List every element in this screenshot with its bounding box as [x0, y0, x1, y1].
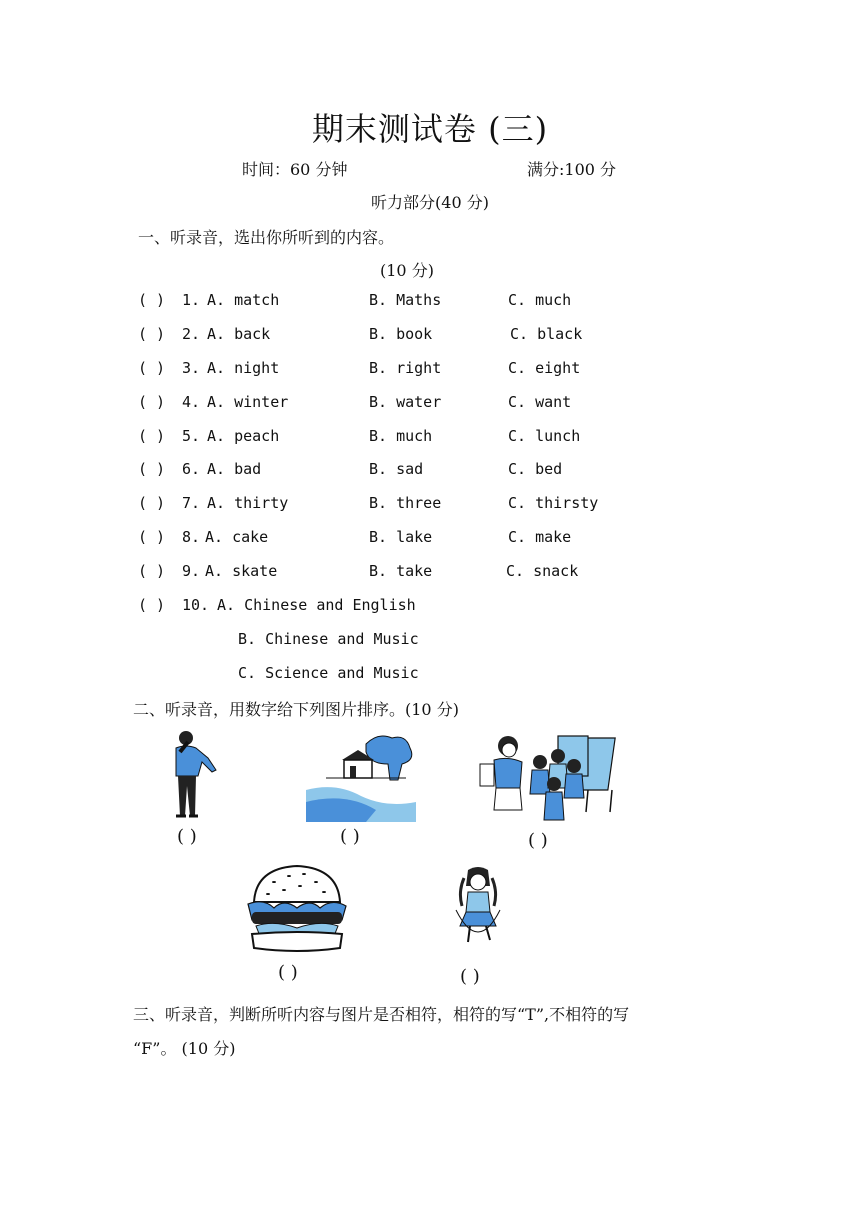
- answer-paren[interactable]: ( ): [138, 494, 166, 512]
- option-a: A. back: [207, 325, 271, 343]
- section3-instruction-line2: “F”。 (10 分): [133, 1039, 236, 1058]
- listening-header: 听力部分(40 分): [371, 193, 489, 212]
- option-b: B. right: [369, 359, 442, 377]
- score-label: 满分:100 分: [527, 160, 617, 179]
- option-a: A. night: [207, 359, 280, 377]
- section1-points: (10 分): [380, 261, 434, 280]
- question-6: [138, 460, 638, 482]
- option-c: C. much: [508, 291, 572, 309]
- option-b: B. Chinese and Music: [238, 630, 419, 648]
- option-c: C. make: [508, 528, 572, 546]
- question-3: [138, 359, 638, 381]
- option-c: C. want: [508, 393, 572, 411]
- option-a: A. cake: [205, 528, 269, 546]
- option-a: A. match: [207, 291, 280, 309]
- question-2: [138, 325, 638, 347]
- answer-paren[interactable]: ( ): [138, 528, 166, 546]
- question-1: [138, 291, 638, 313]
- option-b: B. take: [369, 562, 433, 580]
- teacher-students-picture: [478, 732, 620, 824]
- option-b: B. lake: [369, 528, 433, 546]
- option-c: C. eight: [508, 359, 581, 377]
- option-c: C. snack: [506, 562, 579, 580]
- option-b: B. much: [369, 427, 433, 445]
- option-b: B. Maths: [369, 291, 442, 309]
- section1-instruction: 一、听录音，选出你所听到的内容。: [138, 228, 395, 247]
- answer-paren[interactable]: ( ): [138, 427, 166, 445]
- answer-paren[interactable]: ( ): [138, 291, 166, 309]
- question-number: 5.: [182, 427, 201, 445]
- answer-paren[interactable]: ( ): [138, 325, 166, 343]
- option-c: C. Science and Music: [238, 664, 419, 682]
- option-c: C. black: [510, 325, 583, 343]
- option-a: A. Chinese and English: [217, 596, 416, 614]
- hamburger-picture: [244, 862, 350, 954]
- answer-paren[interactable]: ( ): [138, 562, 166, 580]
- question-number: 9.: [182, 562, 201, 580]
- option-b: B. three: [369, 494, 442, 512]
- option-c: C. lunch: [508, 427, 581, 445]
- answer-paren[interactable]: ( ): [278, 962, 298, 983]
- option-a: A. peach: [207, 427, 280, 445]
- section3-instruction-line1: 三、听录音，判断所听内容与图片是否相符，相符的写“T”,不相符的写: [133, 1005, 630, 1024]
- answer-paren[interactable]: ( ): [177, 826, 197, 847]
- question-9: [138, 562, 638, 584]
- man-coughing-picture: [168, 728, 228, 820]
- question-7: [138, 494, 638, 516]
- question-number: 2.: [182, 325, 201, 343]
- question-10: [138, 596, 638, 686]
- question-5: [138, 427, 638, 449]
- time-label: 时间：60 分钟: [242, 160, 348, 179]
- question-number: 6.: [182, 460, 201, 478]
- question-number: 10.: [182, 596, 210, 614]
- answer-paren[interactable]: ( ): [138, 393, 166, 411]
- answer-paren[interactable]: ( ): [340, 826, 360, 847]
- question-number: 3.: [182, 359, 201, 377]
- question-number: 4.: [182, 393, 201, 411]
- section2-instruction: 二、听录音，用数字给下列图片排序。(10 分): [133, 700, 459, 719]
- option-b: B. book: [369, 325, 433, 343]
- option-b: B. sad: [369, 460, 424, 478]
- answer-paren[interactable]: ( ): [138, 460, 166, 478]
- answer-paren[interactable]: ( ): [138, 596, 166, 614]
- option-a: A. bad: [207, 460, 262, 478]
- answer-paren[interactable]: ( ): [138, 359, 166, 377]
- answer-paren[interactable]: ( ): [460, 966, 480, 987]
- question-8: [138, 528, 638, 550]
- option-c: C. thirsty: [508, 494, 599, 512]
- lake-house-picture: [306, 730, 416, 822]
- question-number: 1.: [182, 291, 201, 309]
- option-a: A. skate: [205, 562, 278, 580]
- girl-jumping-rope-picture: [450, 866, 506, 946]
- option-c: C. bed: [508, 460, 563, 478]
- option-b: B. water: [369, 393, 442, 411]
- page-title: 期末测试卷 (三): [311, 110, 549, 148]
- answer-paren[interactable]: ( ): [528, 830, 548, 851]
- question-number: 7.: [182, 494, 201, 512]
- question-4: [138, 393, 638, 415]
- option-a: A. thirty: [207, 494, 289, 512]
- option-a: A. winter: [207, 393, 289, 411]
- question-number: 8.: [182, 528, 201, 546]
